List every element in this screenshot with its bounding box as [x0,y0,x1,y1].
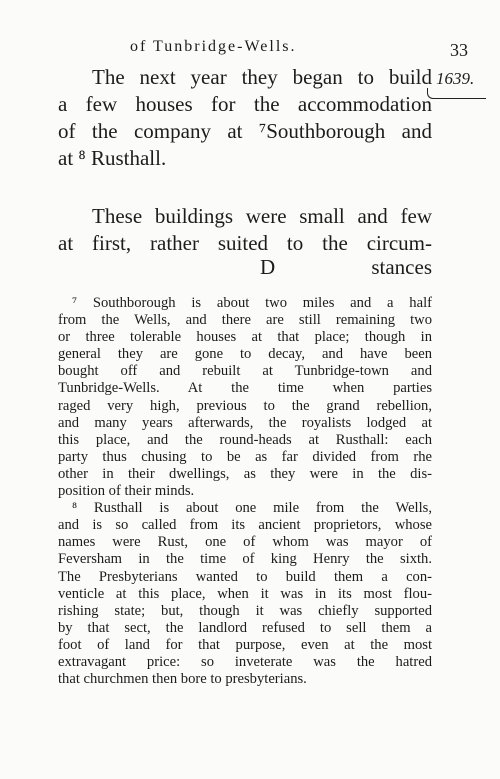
footnote-line: or three tolerable houses at that place; though in [58,329,432,346]
signature-line [58,255,432,283]
footnote-line: foot of land for that purpose, even at the most [58,636,432,653]
footnote-line: raged very high, previous to the grand rebellion, [58,397,432,414]
margin-bracket [427,88,486,99]
footnote-7 [58,295,432,500]
catchword: stances [371,255,432,279]
paragraph-1 [58,64,432,172]
footnote-line: bought off and rebuilt at Tunbridge-town and [58,363,432,380]
footnote-line: names were Rust, one of whom was mayor of [58,534,432,551]
signature-mark: D [260,255,276,279]
footnote-line: by that sect, the landlord refused to sell them a [58,619,432,636]
running-head: of Tunbridge-Wells. [130,38,297,55]
footnote-line: Feversham in the time of king Henry the sixth. [58,551,432,568]
footnote-line: ⁸ Rusthall is about one mile from the Wells, [72,500,432,517]
text-line: These buildings were small and few [92,204,432,228]
footnotes [58,295,432,688]
footnote-line: this place, and the round-heads at Rusthall: each [58,431,432,448]
footnote-line: Tunbridge-Wells. At the time when parties [58,380,432,397]
text-line: a few houses for the accommodation [58,92,432,116]
text-line: The next year they began to build [92,65,432,89]
paragraph-2 [58,203,432,257]
footnote-line: other in their dwellings, as they were in the dis- [58,465,432,482]
footnote-line: party thus chusing to be as far divided from rhe [58,448,432,465]
margin-year-note: 1639. [436,69,475,88]
footnote-line: position of their minds. [58,483,195,500]
footnote-line: The Presbyterians wanted to build them a con- [58,568,432,585]
footnote-line: ⁷ Southborough is about two miles and a half [72,295,432,311]
page-number: 33 [450,40,468,60]
footnote-line: from the Wells, and there are still remaining two [58,312,432,329]
text-line: at first, rather suited to the circum- [58,231,432,255]
footnote-line: extravagant price: so inveterate was the hatred [58,653,432,670]
footnote-line: and many years afterwards, the royalists lodged at [58,414,432,431]
footnote-line: venticle at this place, when it was in its most flou- [58,585,432,602]
footnote-line: and is so called from its ancient proprietors, whose [58,517,432,534]
footnote-line: that churchmen then bore to presbyterians. [58,671,307,688]
text-line: at ⁸ Rusthall. [58,146,167,170]
footnote-8 [58,500,432,688]
footnote-line: general they are gone to decay, and have been [58,346,432,363]
footnote-line: rishing state; but, though it was chiefly supported [58,602,432,619]
text-line: of the company at ⁷Southborough and [58,119,432,143]
